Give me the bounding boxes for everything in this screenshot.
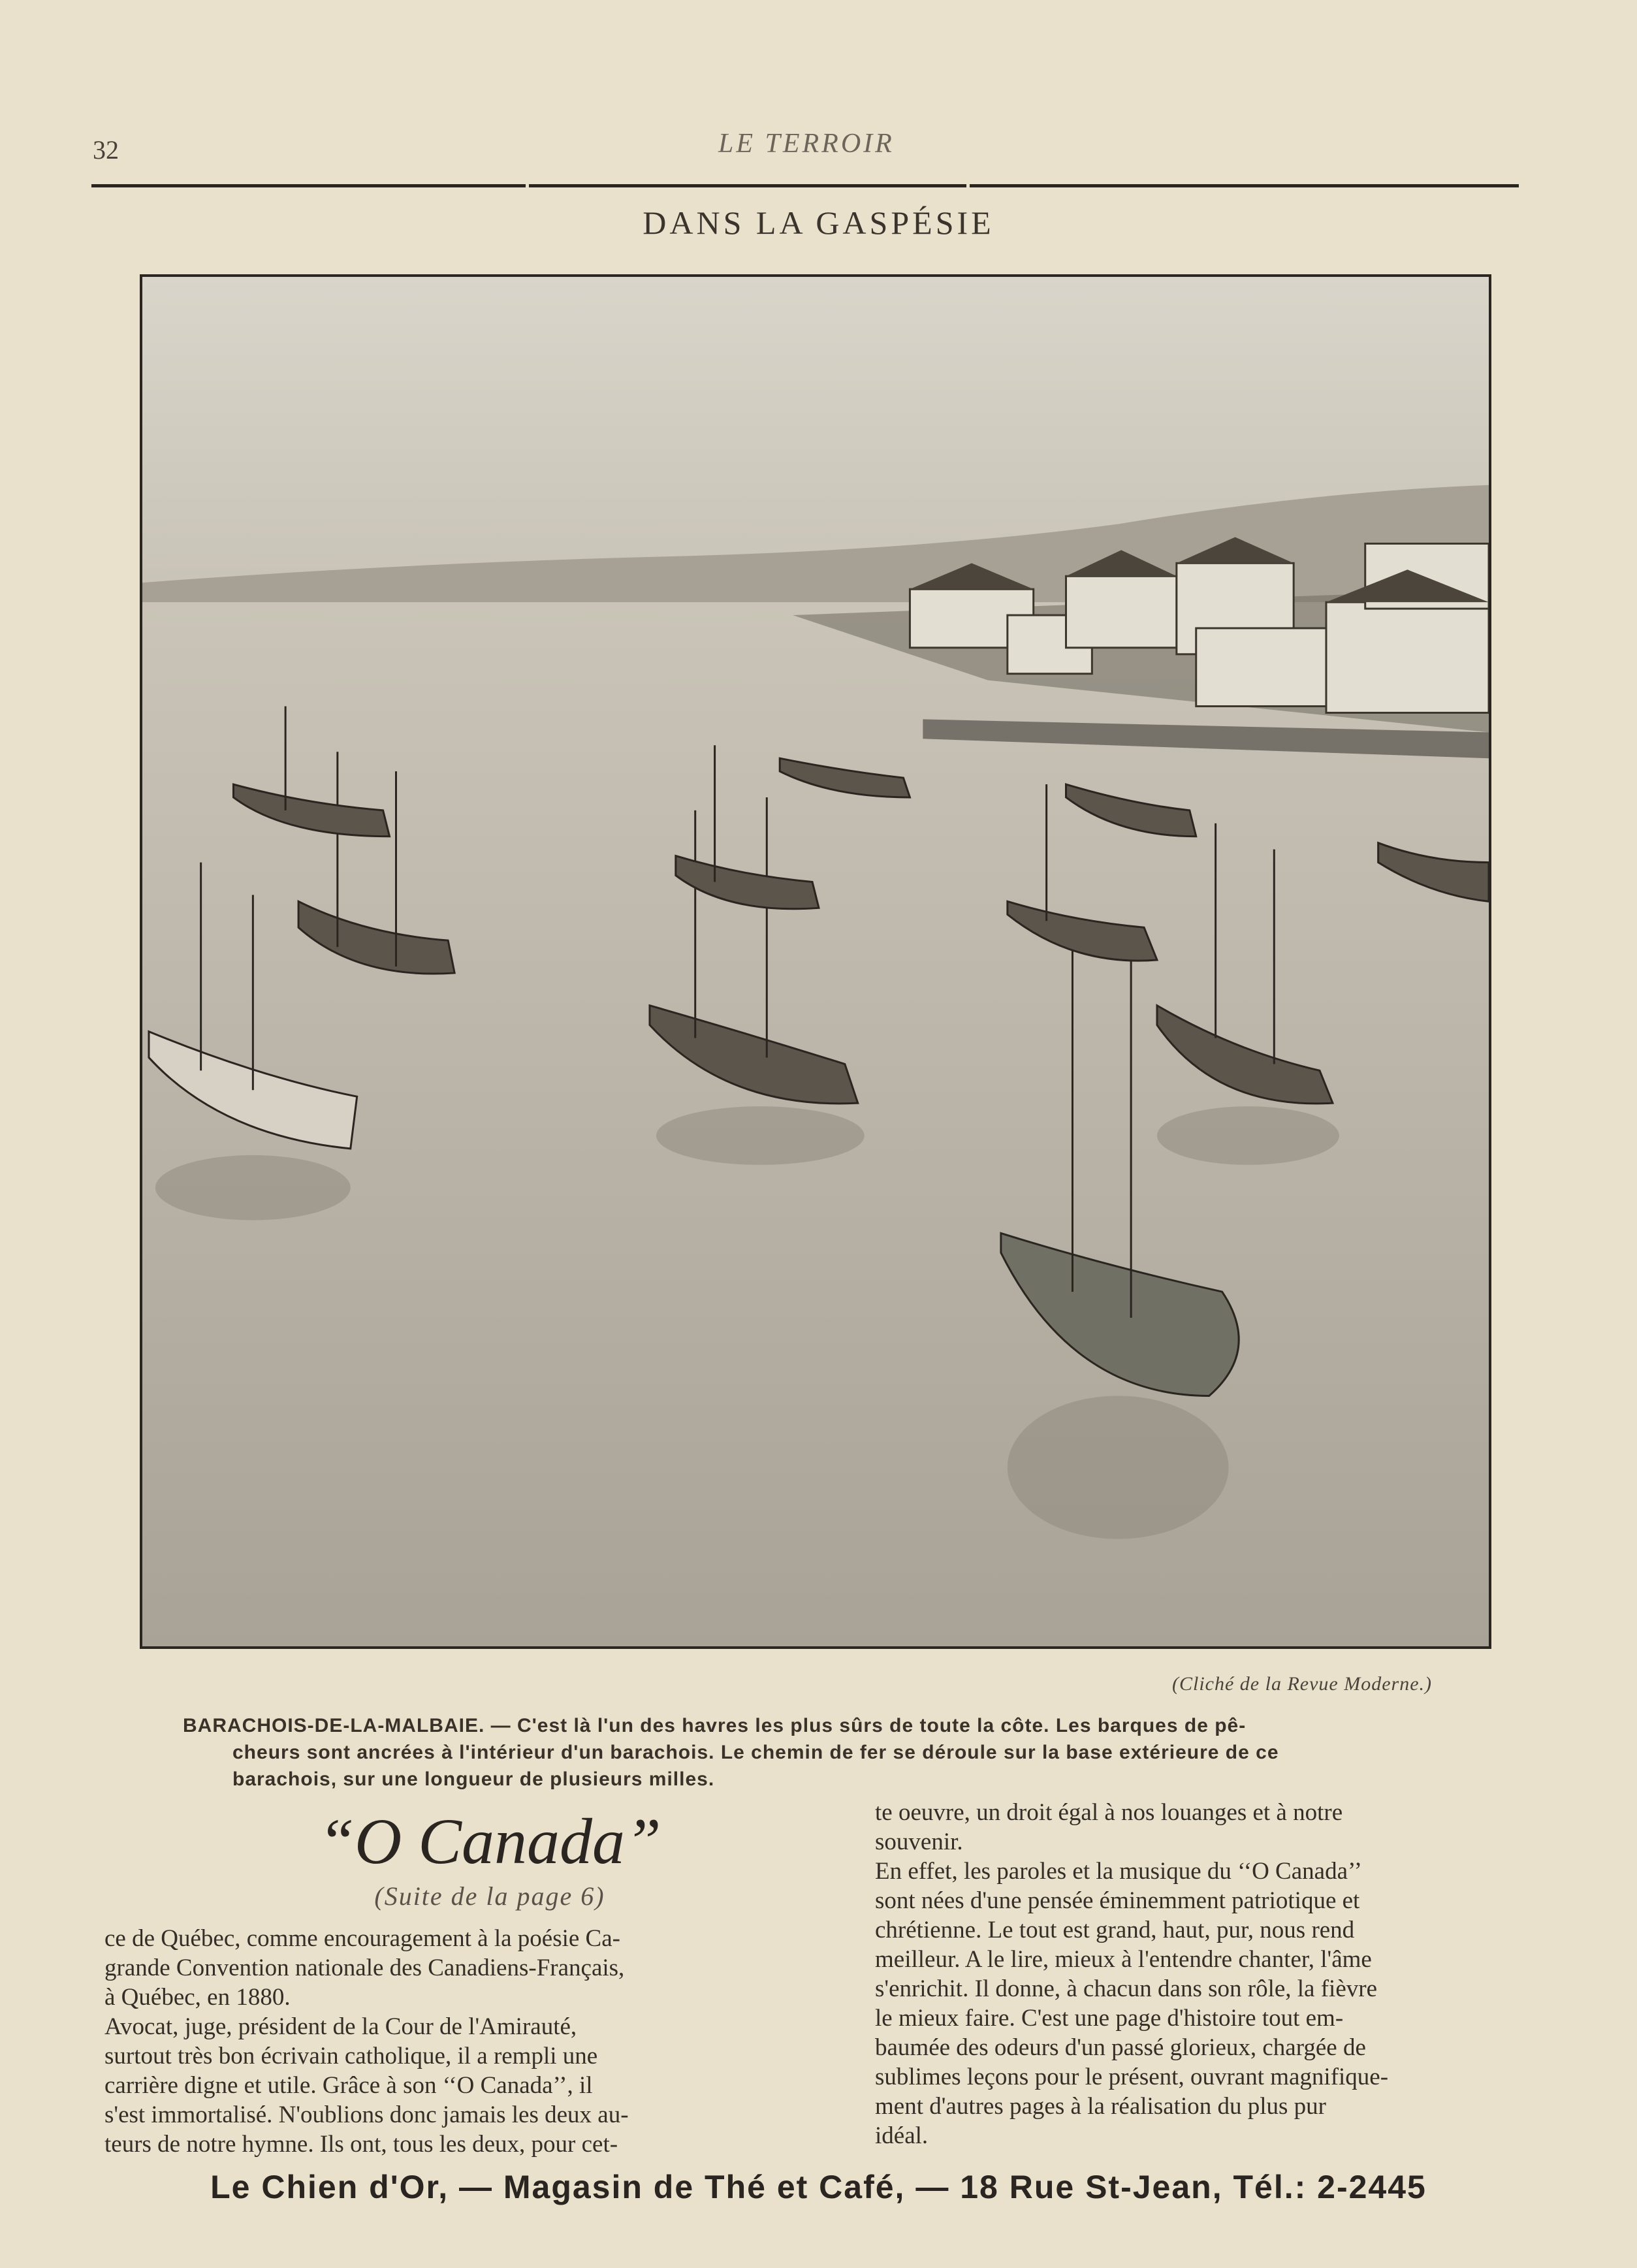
article-line: chrétienne. Le tout est grand, haut, pur, nous rend (875, 1917, 1355, 1943)
page-number: 32 (93, 135, 119, 165)
article-title: “O Canada” (318, 1805, 661, 1877)
caption-line: BARACHOIS-DE-LA-MALBAIE. — C'est là l'un des havres les plus sûrs de toute la côte. Les barques de pê- (183, 1715, 1247, 1736)
article-line: surtout très bon écrivain catholique, il a rempli une (104, 2043, 598, 2069)
article-line: s'est immortalisé. N'oublions donc jamais les deux au- (104, 2101, 629, 2128)
article-line: meilleur. A le lire, mieux à l'entendre chanter, l'âme (875, 1946, 1372, 1973)
article-line: grande Convention nationale des Canadiens-Français, (104, 1955, 625, 1981)
caption-line: barachois, sur une longueur de plusieurs milles. (232, 1768, 715, 1790)
header-rule-break (966, 183, 970, 189)
harbour-photo-illustration (142, 277, 1489, 1646)
article-line: idéal. (875, 2122, 929, 2149)
article-line: sont nées d'une pensée éminemment patriotique et (875, 1887, 1360, 1914)
article-line: En effet, les paroles et la musique du ‘‘O Canada’’ (875, 1858, 1362, 1885)
article-line: ment d'autres pages à la réalisation du plus pur (875, 2093, 1326, 2120)
article-line: baumée des odeurs d'un passé glorieux, chargée de (875, 2034, 1366, 2061)
running-head: LE TERROIR (718, 129, 895, 159)
header-rule (91, 184, 1519, 187)
article-line: te oeuvre, un droit égal à nos louanges et à notre (875, 1799, 1343, 1826)
article-line: s'enrichit. Il donne, à chacun dans son rôle, la fièvre (875, 1975, 1377, 2002)
article-line: sublimes leçons pour le présent, ouvrant magnifique- (875, 2064, 1389, 2090)
article-line: carrière digne et utile. Grâce à son ‘‘O Canada’’, il (104, 2072, 593, 2099)
header-rule-break (526, 183, 529, 189)
article-line: souvenir. (875, 1829, 963, 1855)
caption-line: cheurs sont ancrées à l'intérieur d'un barachois. Le chemin de fer se déroule sur la base extérieure de ce (232, 1742, 1279, 1763)
article-line: à Québec, en 1880. (104, 1984, 291, 2011)
section-title: DANS LA GASPÉSIE (643, 204, 994, 241)
article-line: le mieux faire. C'est une page d'histoire tout em- (875, 2005, 1344, 2032)
article-line: teurs de notre hymne. Ils ont, tous les deux, pour cet- (104, 2131, 618, 2158)
article-line: Avocat, juge, président de la Cour de l'Amirauté, (104, 2013, 577, 2040)
article-subtitle: (Suite de la page 6) (374, 1881, 605, 1911)
footer-advertisement: Le Chien d'Or, — Magasin de Thé et Café, — 18 Rue St-Jean, Tél.: 2-2445 (210, 2169, 1427, 2205)
harbour-photograph (140, 274, 1491, 1649)
article-line: ce de Québec, comme encouragement à la poésie Ca- (104, 1925, 620, 1952)
photo-credit: (Cliché de la Revue Moderne.) (1172, 1673, 1433, 1695)
